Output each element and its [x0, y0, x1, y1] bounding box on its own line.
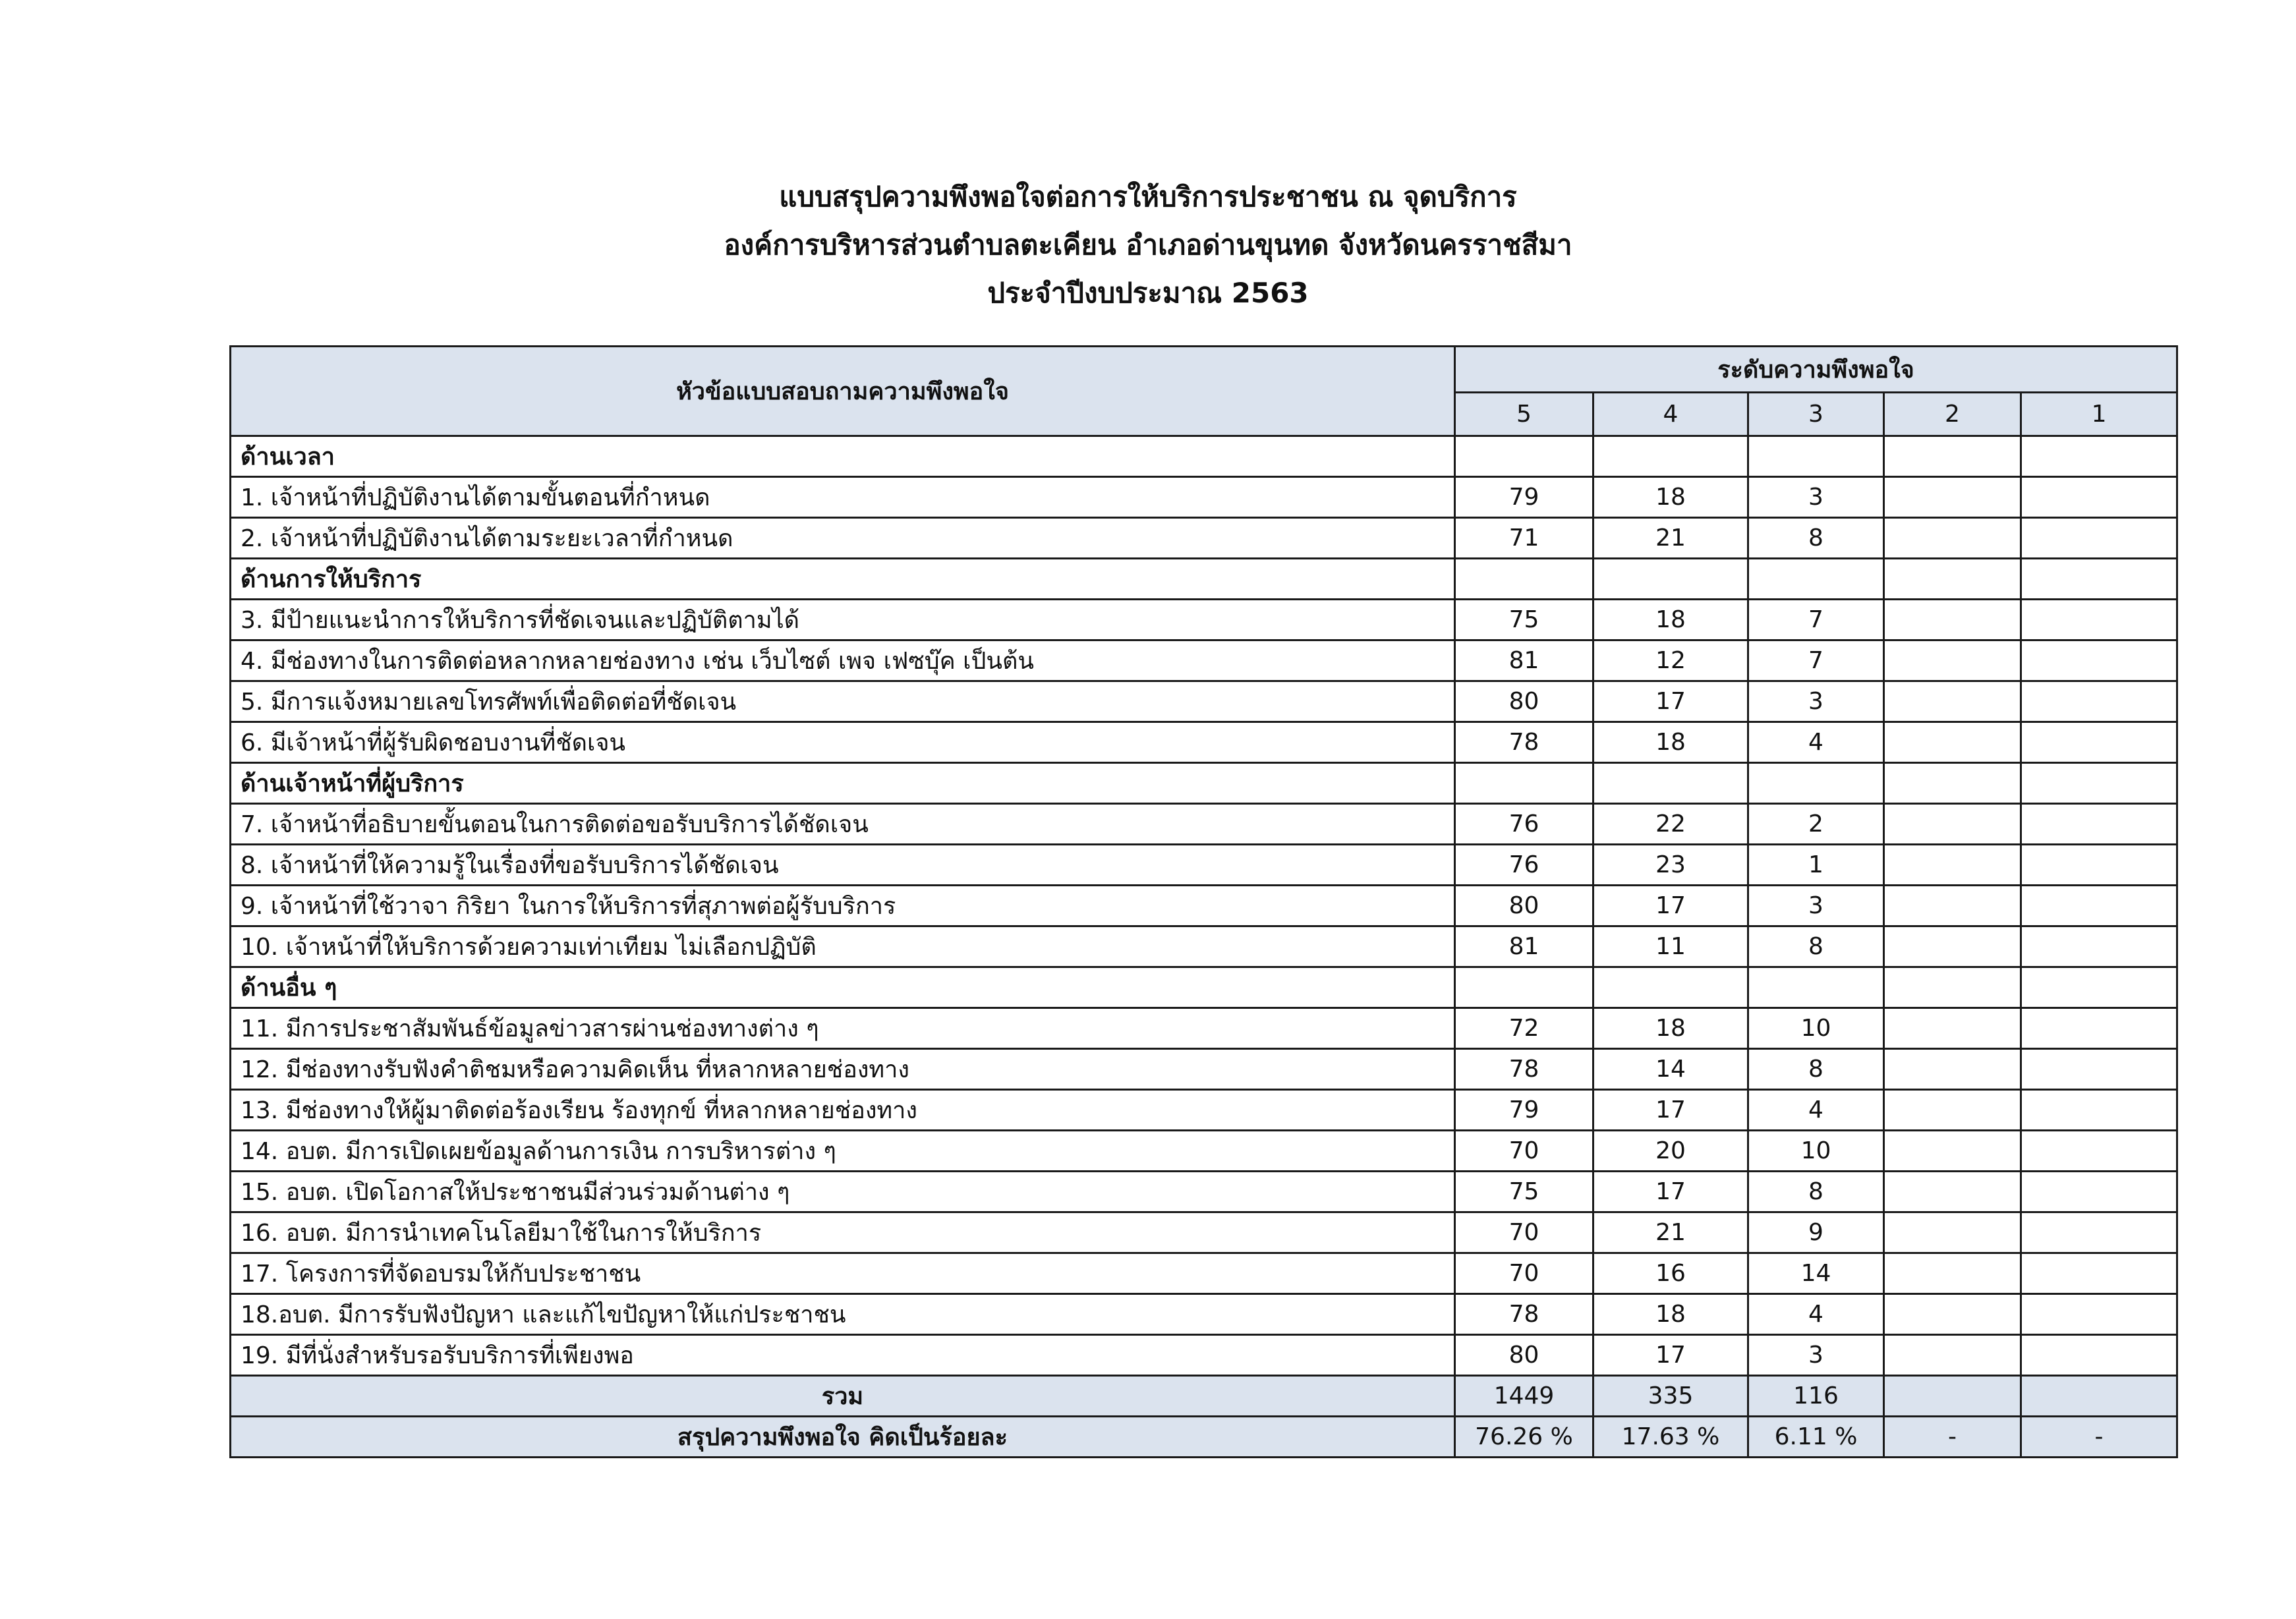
question-label: 2. เจ้าหน้าที่ปฏิบัติงานได้ตามระยะเวลาที่กำหนด [231, 518, 1455, 559]
table-row [231, 1172, 2177, 1212]
topic-column-header: หัวข้อแบบสอบถามความพึงพอใจ [231, 347, 1455, 436]
total-4-cell: 335 [1593, 1376, 1748, 1417]
score-4-cell: 17 [1593, 1172, 1748, 1212]
score-1-cell [2021, 845, 2177, 886]
percent-2-cell: - [1884, 1417, 2021, 1458]
score-3-cell: 4 [1748, 1090, 1884, 1131]
level-5-header: 5 [1455, 393, 1593, 436]
score-2-cell [1884, 681, 2021, 722]
empty-cell [1748, 436, 1884, 477]
score-4-cell: 21 [1593, 1212, 1748, 1253]
score-1-cell [2021, 1049, 2177, 1090]
section-title: ด้านเจ้าหน้าที่ผู้บริการ [231, 763, 1455, 804]
score-1-cell [2021, 926, 2177, 967]
table-row [231, 518, 2177, 559]
empty-cell [1593, 763, 1748, 804]
score-1-cell [2021, 804, 2177, 845]
question-label: 10. เจ้าหน้าที่ให้บริการด้วยความเท่าเทียม ไม่เลือกปฏิบัติ [231, 926, 1455, 967]
score-2-cell [1884, 1294, 2021, 1335]
score-4-cell: 17 [1593, 1335, 1748, 1376]
question-label: 16. อบต. มีการนำเทคโนโลยีมาใช้ในการให้บริการ [231, 1212, 1455, 1253]
table-row [231, 1131, 2177, 1172]
score-1-cell [2021, 1131, 2177, 1172]
header-title-line-3: ประจำปีงบประมาณ 2563 [987, 277, 1309, 309]
percent-5-cell: 76.26 % [1455, 1417, 1593, 1458]
section-header-row [231, 559, 2177, 600]
score-3-cell: 3 [1748, 886, 1884, 926]
score-3-cell: 3 [1748, 1335, 1884, 1376]
empty-cell [1748, 967, 1884, 1008]
score-1-cell [2021, 1172, 2177, 1212]
score-4-cell: 18 [1593, 722, 1748, 763]
score-5-cell: 81 [1455, 640, 1593, 681]
table-row [231, 804, 2177, 845]
level-2-header: 2 [1884, 393, 2021, 436]
empty-cell [1748, 763, 1884, 804]
table-row [231, 886, 2177, 926]
table-row [231, 926, 2177, 967]
score-1-cell [2021, 1253, 2177, 1294]
table-row [231, 640, 2177, 681]
satisfaction-table [229, 345, 2178, 1458]
question-label: 19. มีที่นั่งสำหรับรอรับบริการที่เพียงพอ [231, 1335, 1455, 1376]
table-row [231, 1212, 2177, 1253]
score-3-cell: 8 [1748, 926, 1884, 967]
score-3-cell: 14 [1748, 1253, 1884, 1294]
table-row [231, 845, 2177, 886]
question-label: 17. โครงการที่จัดอบรมให้กับประชาชน [231, 1253, 1455, 1294]
score-1-cell [2021, 1090, 2177, 1131]
score-2-cell [1884, 1212, 2021, 1253]
score-3-cell: 9 [1748, 1212, 1884, 1253]
score-1-cell [2021, 640, 2177, 681]
percent-4-cell: 17.63 % [1593, 1417, 1748, 1458]
table-row [231, 1335, 2177, 1376]
total-3-cell: 116 [1748, 1376, 1884, 1417]
score-1-cell [2021, 1294, 2177, 1335]
document-header [0, 173, 2296, 317]
empty-cell [2021, 763, 2177, 804]
table-row [231, 722, 2177, 763]
empty-cell [1455, 436, 1593, 477]
empty-cell [1455, 559, 1593, 600]
empty-cell [1455, 967, 1593, 1008]
section-title: ด้านเวลา [231, 436, 1455, 477]
score-4-cell: 17 [1593, 886, 1748, 926]
score-4-cell: 17 [1593, 1090, 1748, 1131]
empty-cell [1593, 559, 1748, 600]
score-1-cell [2021, 600, 2177, 640]
empty-cell [1593, 436, 1748, 477]
empty-cell [1884, 967, 2021, 1008]
score-1-cell [2021, 722, 2177, 763]
score-2-cell [1884, 518, 2021, 559]
score-4-cell: 16 [1593, 1253, 1748, 1294]
score-5-cell: 70 [1455, 1212, 1593, 1253]
score-3-cell: 8 [1748, 1172, 1884, 1212]
level-1-header: 1 [2021, 393, 2177, 436]
empty-cell [2021, 436, 2177, 477]
score-2-cell [1884, 640, 2021, 681]
table-row [231, 1253, 2177, 1294]
question-label: 12. มีช่องทางรับฟังคำติชมหรือความคิดเห็น ที่หลากหลายช่องทาง [231, 1049, 1455, 1090]
score-4-cell: 18 [1593, 600, 1748, 640]
score-2-cell [1884, 804, 2021, 845]
percent-summary-row [231, 1417, 2177, 1458]
score-4-cell: 21 [1593, 518, 1748, 559]
score-4-cell: 18 [1593, 1008, 1748, 1049]
score-3-cell: 3 [1748, 477, 1884, 518]
question-label: 5. มีการแจ้งหมายเลขโทรศัพท์เพื่อติดต่อที่ชัดเจน [231, 681, 1455, 722]
empty-cell [2021, 559, 2177, 600]
score-2-cell [1884, 1008, 2021, 1049]
total-1-cell [2021, 1376, 2177, 1417]
question-label: 18.อบต. มีการรับฟังปัญหา และแก้ไขปัญหาให้แก่ประชาชน [231, 1294, 1455, 1335]
score-1-cell [2021, 1335, 2177, 1376]
table-row [231, 477, 2177, 518]
total-2-cell [1884, 1376, 2021, 1417]
score-3-cell: 4 [1748, 722, 1884, 763]
score-4-cell: 14 [1593, 1049, 1748, 1090]
total-row [231, 1376, 2177, 1417]
header-title-line-2: องค์การบริหารส่วนตำบลตะเคียน อำเภอด่านขุนทด จังหวัดนครราชสีมา [724, 229, 1572, 261]
score-5-cell: 78 [1455, 1294, 1593, 1335]
score-2-cell [1884, 1335, 2021, 1376]
score-1-cell [2021, 681, 2177, 722]
score-2-cell [1884, 1131, 2021, 1172]
score-4-cell: 11 [1593, 926, 1748, 967]
score-3-cell: 10 [1748, 1131, 1884, 1172]
score-2-cell [1884, 477, 2021, 518]
percent-1-cell: - [2021, 1417, 2177, 1458]
score-5-cell: 78 [1455, 722, 1593, 763]
score-2-cell [1884, 1172, 2021, 1212]
score-2-cell [1884, 1049, 2021, 1090]
score-5-cell: 76 [1455, 845, 1593, 886]
empty-cell [2021, 967, 2177, 1008]
score-3-cell: 7 [1748, 600, 1884, 640]
score-5-cell: 81 [1455, 926, 1593, 967]
table-row [231, 681, 2177, 722]
score-1-cell [2021, 1008, 2177, 1049]
question-label: 13. มีช่องทางให้ผู้มาติดต่อร้องเรียน ร้องทุกข์ ที่หลากหลายช่องทาง [231, 1090, 1455, 1131]
empty-cell [1748, 559, 1884, 600]
question-label: 3. มีป้ายแนะนำการให้บริการที่ชัดเจนและปฏิบัติตามได้ [231, 600, 1455, 640]
header-title-line-1: แบบสรุปความพึงพอใจต่อการให้บริการประชาชน ณ จุดบริการ [779, 181, 1517, 213]
score-1-cell [2021, 477, 2177, 518]
score-4-cell: 18 [1593, 1294, 1748, 1335]
question-label: 6. มีเจ้าหน้าที่ผู้รับผิดชอบงานที่ชัดเจน [231, 722, 1455, 763]
empty-cell [1884, 763, 2021, 804]
empty-cell [1884, 559, 2021, 600]
question-label: 9. เจ้าหน้าที่ใช้วาจา กิริยา ในการให้บริการที่สุภาพต่อผู้รับบริการ [231, 886, 1455, 926]
score-5-cell: 76 [1455, 804, 1593, 845]
section-title: ด้านการให้บริการ [231, 559, 1455, 600]
score-2-cell [1884, 600, 2021, 640]
question-label: 14. อบต. มีการเปิดเผยข้อมูลด้านการเงิน การบริหารต่าง ๆ [231, 1131, 1455, 1172]
question-label: 15. อบต. เปิดโอกาสให้ประชาชนมีส่วนร่วมด้านต่าง ๆ [231, 1172, 1455, 1212]
question-label: 4. มีช่องทางในการติดต่อหลากหลายช่องทาง เช่น เว็บไซต์ เพจ เฟซบุ๊ค เป็นต้น [231, 640, 1455, 681]
table-row [231, 1008, 2177, 1049]
score-4-cell: 17 [1593, 681, 1748, 722]
total-5-cell: 1449 [1455, 1376, 1593, 1417]
score-4-cell: 18 [1593, 477, 1748, 518]
score-5-cell: 71 [1455, 518, 1593, 559]
score-3-cell: 3 [1748, 681, 1884, 722]
score-4-cell: 20 [1593, 1131, 1748, 1172]
score-4-cell: 23 [1593, 845, 1748, 886]
score-3-cell: 2 [1748, 804, 1884, 845]
table-row [231, 1294, 2177, 1335]
question-label: 7. เจ้าหน้าที่อธิบายขั้นตอนในการติดต่อขอรับบริการได้ชัดเจน [231, 804, 1455, 845]
score-1-cell [2021, 518, 2177, 559]
score-3-cell: 4 [1748, 1294, 1884, 1335]
score-3-cell: 8 [1748, 518, 1884, 559]
score-5-cell: 80 [1455, 1335, 1593, 1376]
score-4-cell: 22 [1593, 804, 1748, 845]
level-3-header: 3 [1748, 393, 1884, 436]
section-header-row [231, 436, 2177, 477]
score-2-cell [1884, 845, 2021, 886]
score-5-cell: 79 [1455, 1090, 1593, 1131]
table-row [231, 600, 2177, 640]
percent-summary-label: สรุปความพึงพอใจ คิดเป็นร้อยละ [231, 1417, 1455, 1458]
question-label: 1. เจ้าหน้าที่ปฏิบัติงานได้ตามขั้นตอนที่กำหนด [231, 477, 1455, 518]
score-2-cell [1884, 1090, 2021, 1131]
score-5-cell: 75 [1455, 600, 1593, 640]
score-3-cell: 7 [1748, 640, 1884, 681]
table-body [231, 436, 2177, 1458]
level-4-header: 4 [1593, 393, 1748, 436]
question-label: 11. มีการประชาสัมพันธ์ข้อมูลข่าวสารผ่านช่องทางต่าง ๆ [231, 1008, 1455, 1049]
question-label: 8. เจ้าหน้าที่ให้ความรู้ในเรื่องที่ขอรับบริการได้ชัดเจน [231, 845, 1455, 886]
table-row [231, 1049, 2177, 1090]
percent-3-cell: 6.11 % [1748, 1417, 1884, 1458]
table-row [231, 1090, 2177, 1131]
score-5-cell: 70 [1455, 1131, 1593, 1172]
score-4-cell: 12 [1593, 640, 1748, 681]
section-header-row [231, 967, 2177, 1008]
score-5-cell: 80 [1455, 681, 1593, 722]
score-1-cell [2021, 886, 2177, 926]
score-5-cell: 70 [1455, 1253, 1593, 1294]
section-title: ด้านอื่น ๆ [231, 967, 1455, 1008]
score-2-cell [1884, 926, 2021, 967]
score-2-cell [1884, 886, 2021, 926]
score-2-cell [1884, 722, 2021, 763]
score-5-cell: 78 [1455, 1049, 1593, 1090]
section-header-row [231, 763, 2177, 804]
score-5-cell: 75 [1455, 1172, 1593, 1212]
score-5-cell: 80 [1455, 886, 1593, 926]
empty-cell [1455, 763, 1593, 804]
score-2-cell [1884, 1253, 2021, 1294]
score-5-cell: 72 [1455, 1008, 1593, 1049]
total-label: รวม [231, 1376, 1455, 1417]
score-3-cell: 8 [1748, 1049, 1884, 1090]
score-3-cell: 1 [1748, 845, 1884, 886]
empty-cell [1593, 967, 1748, 1008]
score-5-cell: 79 [1455, 477, 1593, 518]
score-1-cell [2021, 1212, 2177, 1253]
empty-cell [1884, 436, 2021, 477]
satisfaction-level-header: ระดับความพึงพอใจ [1455, 347, 2177, 393]
score-3-cell: 10 [1748, 1008, 1884, 1049]
